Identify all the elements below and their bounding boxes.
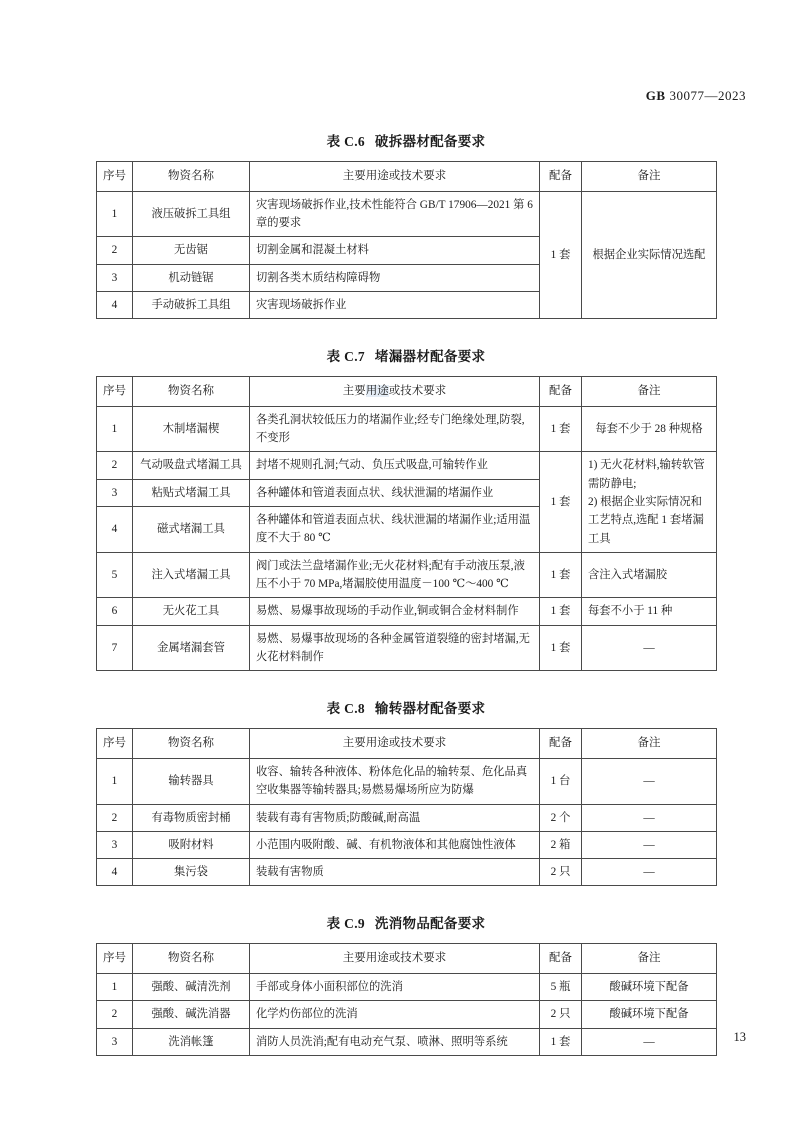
table-c7 bbox=[96, 376, 717, 671]
cell-use: 各种罐体和管道表面点状、线状泄漏的堵漏作业 bbox=[250, 479, 540, 506]
cell-no: 4 bbox=[97, 291, 133, 318]
cell-name: 强酸、碱洗消器 bbox=[133, 1001, 250, 1028]
cell-no: 3 bbox=[97, 1028, 133, 1055]
cell-name: 磁式堵漏工具 bbox=[133, 507, 250, 553]
column-header-no: 序号 bbox=[97, 729, 133, 759]
cell-note: — bbox=[582, 1028, 717, 1055]
cell-qty: 1 套 bbox=[540, 552, 582, 598]
cell-use: 灾害现场破拆作业 bbox=[250, 291, 540, 318]
table-row bbox=[97, 552, 717, 598]
cell-no: 4 bbox=[97, 859, 133, 886]
column-header-use: 主要用途或技术要求 bbox=[250, 944, 540, 974]
cell-use: 灾害现场破拆作业,技术性能符合 GB/T 17906—2021 第 6 章的要求 bbox=[250, 191, 540, 237]
table-caption-c7 bbox=[96, 345, 716, 365]
cell-qty: 1 套 bbox=[540, 625, 582, 671]
cell-name: 木制堵漏楔 bbox=[133, 406, 250, 452]
cell-qty: 2 只 bbox=[540, 1001, 582, 1028]
column-header-name: 物资名称 bbox=[133, 944, 250, 974]
running-header bbox=[0, 88, 746, 104]
table-row bbox=[97, 625, 717, 671]
cell-no: 7 bbox=[97, 625, 133, 671]
column-header-name: 物资名称 bbox=[133, 162, 250, 192]
cell-name: 集污袋 bbox=[133, 859, 250, 886]
cell-use: 切割金属和混凝土材料 bbox=[250, 237, 540, 264]
column-header-note: 备注 bbox=[582, 944, 717, 974]
cell-name: 有毒物质密封桶 bbox=[133, 804, 250, 831]
cell-qty: 2 只 bbox=[540, 859, 582, 886]
table-caption-title: 堵漏器材配备要求 bbox=[374, 349, 486, 365]
cell-no: 2 bbox=[97, 1001, 133, 1028]
cell-qty: 1 套 bbox=[540, 406, 582, 452]
cell-use: 易燃、易爆事故现场的各种金属管道裂缝的密封堵漏,无火花材料制作 bbox=[250, 625, 540, 671]
cell-use: 手部或身体小面积部位的洗消 bbox=[250, 974, 540, 1001]
note-line-2: 2) 根据企业实际情况和工艺特点,选配 1 套堵漏工具 bbox=[588, 495, 704, 545]
cell-name: 液压破拆工具组 bbox=[133, 191, 250, 237]
cell-no: 6 bbox=[97, 598, 133, 625]
column-header-qty: 配备 bbox=[540, 162, 582, 192]
table-caption-number: 表 C.8 bbox=[326, 701, 365, 717]
table-caption-c6 bbox=[96, 130, 716, 150]
cell-use: 切割各类木质结构障碍物 bbox=[250, 264, 540, 291]
table-row bbox=[97, 831, 717, 858]
column-header-no: 序号 bbox=[97, 162, 133, 192]
table-caption-title: 洗消物品配备要求 bbox=[374, 916, 486, 932]
cell-note-merged bbox=[582, 452, 717, 552]
table-block-c7 bbox=[96, 345, 716, 671]
cell-use: 各类孔洞状较低压力的堵漏作业;经专门绝缘处理,防裂,不变形 bbox=[250, 406, 540, 452]
cell-name: 无齿锯 bbox=[133, 237, 250, 264]
cell-name: 气动吸盘式堵漏工具 bbox=[133, 452, 250, 479]
column-header-note: 备注 bbox=[582, 162, 717, 192]
cell-name: 手动破拆工具组 bbox=[133, 291, 250, 318]
cell-qty: 1 套 bbox=[540, 598, 582, 625]
cell-no: 3 bbox=[97, 479, 133, 506]
table-c9 bbox=[96, 943, 717, 1056]
cell-note: 酸碱环境下配备 bbox=[582, 1001, 717, 1028]
page-content bbox=[96, 130, 716, 1056]
cell-no: 2 bbox=[97, 804, 133, 831]
cell-qty: 5 瓶 bbox=[540, 974, 582, 1001]
column-header-qty: 配备 bbox=[540, 729, 582, 759]
table-caption-title: 输转器材配备要求 bbox=[374, 701, 486, 717]
table-caption-title: 破拆器材配备要求 bbox=[374, 134, 486, 149]
table-row bbox=[97, 406, 717, 452]
cell-use: 消防人员洗消;配有电动充气泵、喷淋、照明等系统 bbox=[250, 1028, 540, 1055]
cell-note: — bbox=[582, 758, 717, 804]
table-caption-number: 表 C.6 bbox=[326, 134, 365, 149]
cell-use: 装载有害物质 bbox=[250, 859, 540, 886]
table-row bbox=[97, 1028, 717, 1055]
table-caption-number: 表 C.7 bbox=[326, 349, 365, 365]
header-use-part2: 用途 bbox=[365, 385, 389, 398]
table-block-c6 bbox=[96, 130, 716, 319]
cell-note: — bbox=[582, 625, 717, 671]
cell-use: 各种罐体和管道表面点状、线状泄漏的堵漏作业;适用温度不大于 80 ℃ bbox=[250, 507, 540, 553]
column-header-use: 主要用途或技术要求 bbox=[250, 162, 540, 192]
cell-use: 收容、输转各种液体、粉体危化品的输转泵、危化品真空收集器等输转器具;易燃易爆场所应为防爆 bbox=[250, 758, 540, 804]
cell-no: 4 bbox=[97, 507, 133, 553]
cell-no: 1 bbox=[97, 758, 133, 804]
table-spacer bbox=[96, 671, 716, 697]
cell-no: 3 bbox=[97, 831, 133, 858]
cell-note: 酸碱环境下配备 bbox=[582, 974, 717, 1001]
standard-number: 30077—2023 bbox=[669, 88, 746, 103]
column-header-name: 物资名称 bbox=[133, 729, 250, 759]
cell-no: 1 bbox=[97, 191, 133, 237]
table-caption-c9 bbox=[96, 912, 716, 932]
page-number: 13 bbox=[733, 1030, 746, 1044]
table-c8 bbox=[96, 728, 717, 886]
cell-name: 洗消帐篷 bbox=[133, 1028, 250, 1055]
cell-no: 2 bbox=[97, 452, 133, 479]
table-header-row bbox=[97, 162, 717, 192]
cell-qty-merged: 1 套 bbox=[540, 191, 582, 318]
table-header-row bbox=[97, 729, 717, 759]
cell-no: 2 bbox=[97, 237, 133, 264]
cell-note: — bbox=[582, 859, 717, 886]
table-row bbox=[97, 1001, 717, 1028]
column-header-name: 物资名称 bbox=[133, 377, 250, 407]
cell-name: 机动链锯 bbox=[133, 264, 250, 291]
cell-qty: 2 个 bbox=[540, 804, 582, 831]
header-use-part1: 主要 bbox=[342, 385, 366, 398]
column-header-qty: 配备 bbox=[540, 944, 582, 974]
cell-name: 注入式堵漏工具 bbox=[133, 552, 250, 598]
cell-no: 5 bbox=[97, 552, 133, 598]
table-row bbox=[97, 804, 717, 831]
column-header-use: 主要用途或技术要求 bbox=[250, 729, 540, 759]
column-header-note: 备注 bbox=[582, 729, 717, 759]
standard-prefix: GB bbox=[645, 88, 666, 103]
cell-name: 无火花工具 bbox=[133, 598, 250, 625]
cell-note: 每套不少于 28 种规格 bbox=[582, 406, 717, 452]
table-block-c8 bbox=[96, 697, 716, 886]
cell-qty: 1 台 bbox=[540, 758, 582, 804]
table-row bbox=[97, 191, 717, 237]
cell-note: 每套不小于 11 种 bbox=[582, 598, 717, 625]
cell-name: 输转器具 bbox=[133, 758, 250, 804]
table-caption-number: 表 C.9 bbox=[326, 916, 365, 932]
cell-qty: 1 套 bbox=[540, 1028, 582, 1055]
table-row bbox=[97, 974, 717, 1001]
column-header-no: 序号 bbox=[97, 944, 133, 974]
cell-qty-merged: 1 套 bbox=[540, 452, 582, 552]
cell-name: 吸附材料 bbox=[133, 831, 250, 858]
cell-use: 小范围内吸附酸、碱、有机物液体和其他腐蚀性液体 bbox=[250, 831, 540, 858]
table-row bbox=[97, 452, 717, 479]
table-row bbox=[97, 859, 717, 886]
cell-use: 阀门或法兰盘堵漏作业;无火花材料;配有手动液压泵,液压不小于 70 MPa,堵漏胶使用温度－100 ℃～400 ℃ bbox=[250, 552, 540, 598]
cell-no: 3 bbox=[97, 264, 133, 291]
cell-use: 易燃、易爆事故现场的手动作业,铜或铜合金材料制作 bbox=[250, 598, 540, 625]
cell-name: 粘贴式堵漏工具 bbox=[133, 479, 250, 506]
table-spacer bbox=[96, 319, 716, 345]
cell-use: 化学灼伤部位的洗消 bbox=[250, 1001, 540, 1028]
cell-name: 强酸、碱清洗剂 bbox=[133, 974, 250, 1001]
cell-note: — bbox=[582, 831, 717, 858]
column-header-qty: 配备 bbox=[540, 377, 582, 407]
note-line-1: 1) 无火花材料,输转软管需防静电; bbox=[588, 459, 705, 490]
cell-name: 金属堵漏套管 bbox=[133, 625, 250, 671]
table-block-c9 bbox=[96, 912, 716, 1056]
cell-note: 含注入式堵漏胶 bbox=[582, 552, 717, 598]
cell-note: — bbox=[582, 804, 717, 831]
cell-use: 封堵不规则孔洞;气动、负压式吸盘,可输转作业 bbox=[250, 452, 540, 479]
table-spacer bbox=[96, 886, 716, 912]
table-row bbox=[97, 758, 717, 804]
cell-no: 1 bbox=[97, 974, 133, 1001]
table-header-row bbox=[97, 377, 717, 407]
column-header-use bbox=[250, 377, 540, 407]
cell-note-merged: 根据企业实际情况选配 bbox=[582, 191, 717, 318]
table-caption-c8 bbox=[96, 697, 716, 717]
table-header-row bbox=[97, 944, 717, 974]
cell-qty: 2 箱 bbox=[540, 831, 582, 858]
cell-use: 装载有毒有害物质;防酸碱,耐高温 bbox=[250, 804, 540, 831]
table-c6 bbox=[96, 161, 717, 319]
cell-no: 1 bbox=[97, 406, 133, 452]
table-row bbox=[97, 598, 717, 625]
column-header-note: 备注 bbox=[582, 377, 717, 407]
column-header-no: 序号 bbox=[97, 377, 133, 407]
header-use-part3: 或技术要求 bbox=[388, 385, 447, 398]
